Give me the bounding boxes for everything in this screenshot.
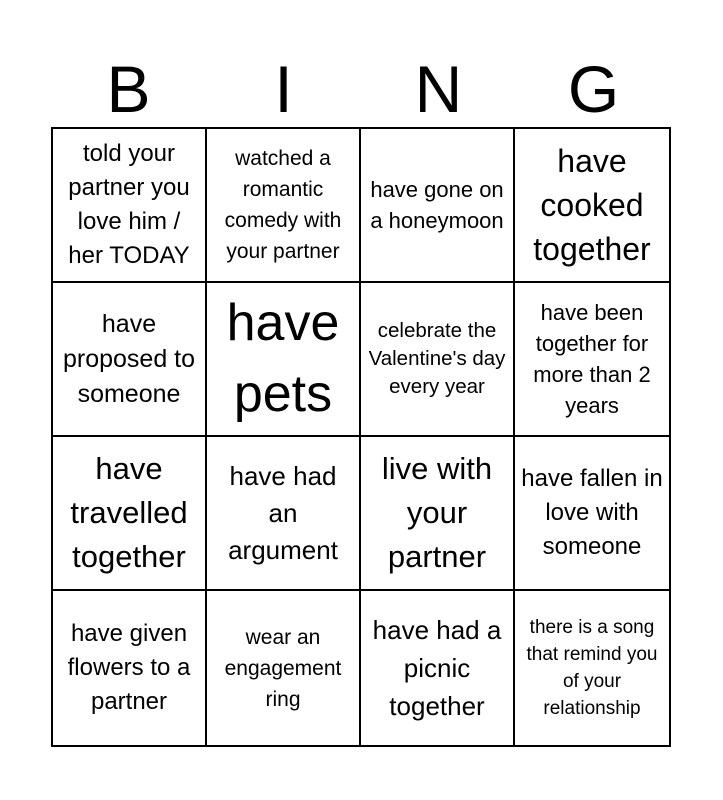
bingo-cell-1-1[interactable] (53, 129, 207, 283)
cell-text: have had a picnic together (372, 615, 502, 721)
cell-text: celebrate the Valentine's day every year (368, 319, 506, 398)
bingo-cell-1-4[interactable] (515, 129, 669, 283)
bingo-cell-3-2[interactable] (207, 437, 361, 591)
cell-text: have gone on a honeymoon (370, 177, 504, 233)
cell-text: watched a romantic comedy with your partner (224, 147, 342, 263)
bingo-cell-4-1[interactable] (53, 591, 207, 745)
header-letter-n: N (414, 52, 463, 126)
bingo-cell-2-1[interactable] (53, 283, 207, 437)
header-letter-i: I (274, 52, 293, 126)
bingo-cell-3-1[interactable] (53, 437, 207, 591)
bingo-cell-4-2[interactable] (207, 591, 361, 745)
bingo-cell-2-3[interactable] (361, 283, 515, 437)
cell-text: have cooked together (533, 143, 651, 267)
cell-text: wear an engagement ring (224, 625, 342, 711)
cell-text: have proposed to someone (62, 309, 196, 408)
bingo-cell-4-4[interactable] (515, 591, 669, 745)
bingo-cell-1-3[interactable] (361, 129, 515, 283)
cell-text: have fallen in love with someone (521, 465, 663, 560)
bingo-grid (51, 127, 671, 747)
cell-text: have had an argument (228, 460, 338, 565)
cell-text: live with your partner (381, 451, 493, 574)
cell-text: have been together for more than 2 years (533, 300, 651, 418)
bingo-cell-3-4[interactable] (515, 437, 669, 591)
bingo-cell-2-4[interactable] (515, 283, 669, 437)
cell-text: have given flowers to a partner (67, 620, 191, 715)
cell-text: told your partner you love him / her TODAY (68, 140, 190, 269)
header-letter-b: B (106, 52, 151, 126)
header-letter-g: G (567, 52, 620, 126)
bingo-cell-2-2[interactable] (207, 283, 361, 437)
cell-text: there is a song that remind you of your relationship (526, 617, 658, 719)
cell-text: have travelled together (70, 451, 188, 574)
bingo-cell-4-3[interactable] (361, 591, 515, 745)
bingo-cell-3-3[interactable] (361, 437, 515, 591)
cell-text: have pets (226, 294, 340, 423)
bingo-header (51, 50, 671, 128)
bingo-cell-1-2[interactable] (207, 129, 361, 283)
